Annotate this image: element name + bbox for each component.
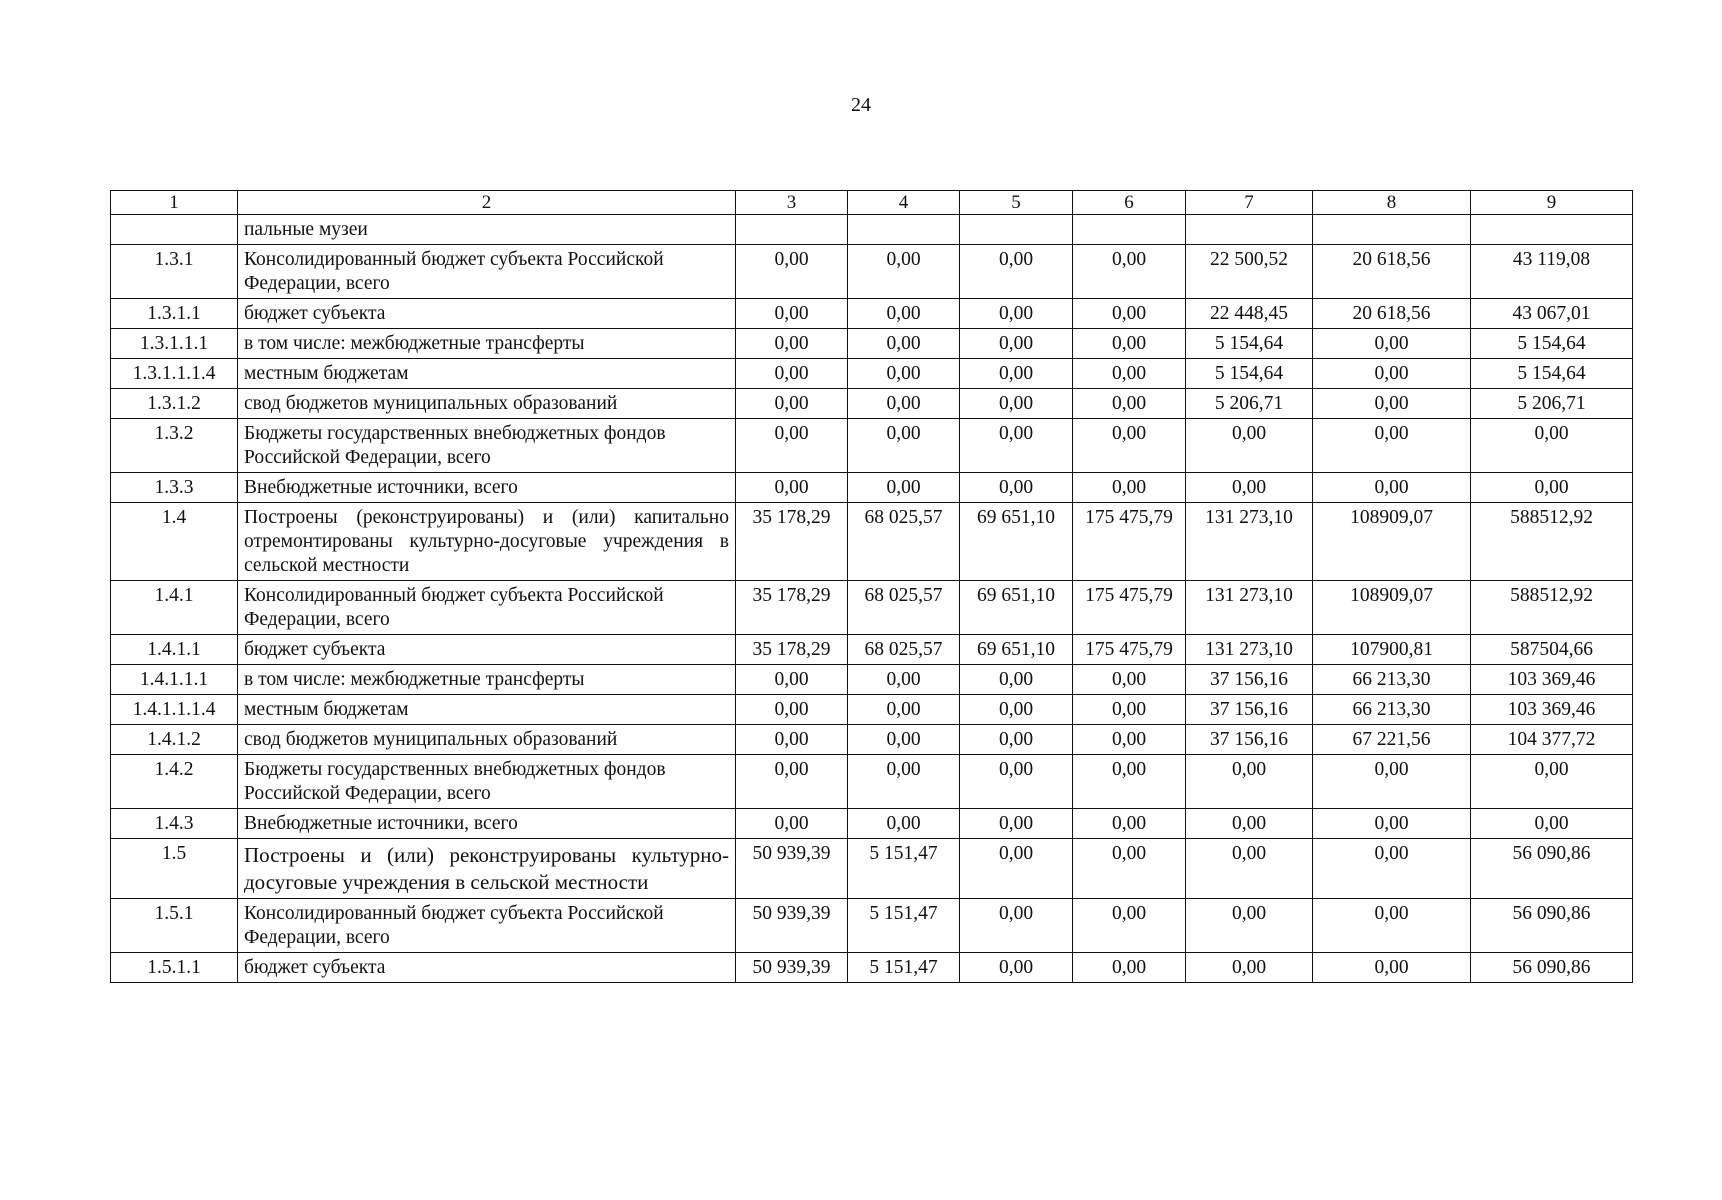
value-cell: 37 156,16 bbox=[1186, 725, 1313, 755]
row-description: свод бюджетов муниципальных образований bbox=[238, 389, 736, 419]
value-cell: 175 475,79 bbox=[1073, 581, 1186, 635]
value-cell: 0,00 bbox=[1186, 953, 1313, 983]
value-cell: 175 475,79 bbox=[1073, 503, 1186, 581]
value-cell: 588512,92 bbox=[1471, 581, 1633, 635]
value-cell: 0,00 bbox=[1313, 953, 1471, 983]
value-cell: 0,00 bbox=[1313, 755, 1471, 809]
table-row bbox=[111, 503, 1633, 581]
table-row bbox=[111, 899, 1633, 953]
value-cell: 0,00 bbox=[960, 359, 1073, 389]
value-cell: 35 178,29 bbox=[736, 581, 848, 635]
value-cell: 104 377,72 bbox=[1471, 725, 1633, 755]
value-cell: 0,00 bbox=[1471, 809, 1633, 839]
value-cell: 0,00 bbox=[848, 755, 960, 809]
value-cell: 0,00 bbox=[1186, 755, 1313, 809]
column-header: 5 bbox=[960, 191, 1073, 215]
value-cell: 0,00 bbox=[1073, 725, 1186, 755]
row-code: 1.3.1.2 bbox=[111, 389, 238, 419]
value-cell: 175 475,79 bbox=[1073, 635, 1186, 665]
value-cell: 0,00 bbox=[1313, 329, 1471, 359]
value-cell: 0,00 bbox=[848, 695, 960, 725]
value-cell: 0,00 bbox=[1186, 809, 1313, 839]
value-cell: 66 213,30 bbox=[1313, 695, 1471, 725]
value-cell: 0,00 bbox=[1313, 839, 1471, 899]
row-code: 1.4.2 bbox=[111, 755, 238, 809]
row-code: 1.3.1.1.1 bbox=[111, 329, 238, 359]
table-row bbox=[111, 809, 1633, 839]
value-cell: 0,00 bbox=[1073, 953, 1186, 983]
value-cell bbox=[960, 215, 1073, 245]
value-cell: 0,00 bbox=[848, 329, 960, 359]
value-cell: 0,00 bbox=[1313, 809, 1471, 839]
row-code: 1.3.1.1.1.4 bbox=[111, 359, 238, 389]
value-cell: 68 025,57 bbox=[848, 581, 960, 635]
row-description: в том числе: межбюджетные трансферты bbox=[238, 329, 736, 359]
value-cell: 0,00 bbox=[1313, 419, 1471, 473]
row-code: 1.5.1.1 bbox=[111, 953, 238, 983]
value-cell: 0,00 bbox=[1073, 755, 1186, 809]
table-row bbox=[111, 299, 1633, 329]
value-cell: 0,00 bbox=[960, 329, 1073, 359]
column-header: 2 bbox=[238, 191, 736, 215]
value-cell: 0,00 bbox=[736, 299, 848, 329]
row-description: свод бюджетов муниципальных образований bbox=[238, 725, 736, 755]
value-cell: 69 651,10 bbox=[960, 635, 1073, 665]
value-cell: 588512,92 bbox=[1471, 503, 1633, 581]
row-code: 1.3.2 bbox=[111, 419, 238, 473]
value-cell: 0,00 bbox=[1073, 359, 1186, 389]
value-cell: 0,00 bbox=[1471, 419, 1633, 473]
table-row bbox=[111, 953, 1633, 983]
column-number-header-row bbox=[111, 191, 1633, 215]
table-row bbox=[111, 329, 1633, 359]
value-cell bbox=[1313, 215, 1471, 245]
value-cell: 0,00 bbox=[736, 755, 848, 809]
value-cell bbox=[1471, 215, 1633, 245]
value-cell: 43 067,01 bbox=[1471, 299, 1633, 329]
column-header: 9 bbox=[1471, 191, 1633, 215]
table-row bbox=[111, 419, 1633, 473]
value-cell: 20 618,56 bbox=[1313, 299, 1471, 329]
value-cell: 37 156,16 bbox=[1186, 695, 1313, 725]
column-header: 1 bbox=[111, 191, 238, 215]
value-cell: 0,00 bbox=[1471, 755, 1633, 809]
table-row bbox=[111, 755, 1633, 809]
value-cell: 68 025,57 bbox=[848, 635, 960, 665]
value-cell: 0,00 bbox=[1073, 695, 1186, 725]
value-cell: 5 206,71 bbox=[1186, 389, 1313, 419]
value-cell: 0,00 bbox=[848, 809, 960, 839]
value-cell: 0,00 bbox=[960, 755, 1073, 809]
value-cell: 0,00 bbox=[960, 389, 1073, 419]
row-description: Построены (реконструированы) и (или) капитально отремонтированы культурно-досуговые учреждения в сельской местности bbox=[238, 503, 736, 581]
row-description: Консолидированный бюджет субъекта Российской Федерации, всего bbox=[238, 245, 736, 299]
value-cell: 0,00 bbox=[960, 419, 1073, 473]
value-cell: 107900,81 bbox=[1313, 635, 1471, 665]
value-cell: 37 156,16 bbox=[1186, 665, 1313, 695]
value-cell: 0,00 bbox=[736, 329, 848, 359]
page-number: 24 bbox=[851, 94, 871, 116]
row-code: 1.4.1 bbox=[111, 581, 238, 635]
value-cell: 35 178,29 bbox=[736, 635, 848, 665]
value-cell: 0,00 bbox=[960, 839, 1073, 899]
value-cell: 108909,07 bbox=[1313, 503, 1471, 581]
value-cell: 0,00 bbox=[736, 695, 848, 725]
value-cell: 69 651,10 bbox=[960, 503, 1073, 581]
row-description: Построены и (или) реконструированы культурно-досуговые учреждения в сельской местности bbox=[238, 839, 736, 899]
row-code: 1.5.1 bbox=[111, 899, 238, 953]
table-row bbox=[111, 389, 1633, 419]
value-cell: 5 206,71 bbox=[1471, 389, 1633, 419]
table-row bbox=[111, 839, 1633, 899]
value-cell: 5 154,64 bbox=[1471, 359, 1633, 389]
row-description: Бюджеты государственных внебюджетных фондов Российской Федерации, всего bbox=[238, 419, 736, 473]
value-cell: 131 273,10 bbox=[1186, 503, 1313, 581]
value-cell: 0,00 bbox=[1186, 419, 1313, 473]
value-cell bbox=[1073, 215, 1186, 245]
value-cell: 0,00 bbox=[736, 245, 848, 299]
row-code: 1.3.1 bbox=[111, 245, 238, 299]
table-row bbox=[111, 359, 1633, 389]
value-cell: 0,00 bbox=[1073, 419, 1186, 473]
value-cell: 103 369,46 bbox=[1471, 665, 1633, 695]
value-cell: 0,00 bbox=[960, 725, 1073, 755]
row-code: 1.3.1.1 bbox=[111, 299, 238, 329]
row-code: 1.3.3 bbox=[111, 473, 238, 503]
column-header: 6 bbox=[1073, 191, 1186, 215]
column-header: 3 bbox=[736, 191, 848, 215]
value-cell: 0,00 bbox=[960, 245, 1073, 299]
value-cell: 0,00 bbox=[848, 473, 960, 503]
value-cell: 0,00 bbox=[1313, 389, 1471, 419]
value-cell bbox=[1186, 215, 1313, 245]
table-row bbox=[111, 581, 1633, 635]
table-row bbox=[111, 245, 1633, 299]
row-description: Бюджеты государственных внебюджетных фондов Российской Федерации, всего bbox=[238, 755, 736, 809]
table-row bbox=[111, 635, 1633, 665]
row-code: 1.4.3 bbox=[111, 809, 238, 839]
value-cell: 22 500,52 bbox=[1186, 245, 1313, 299]
row-description: местным бюджетам bbox=[238, 359, 736, 389]
value-cell: 587504,66 bbox=[1471, 635, 1633, 665]
row-code: 1.4.1.1.1 bbox=[111, 665, 238, 695]
row-code: 1.4.1.1 bbox=[111, 635, 238, 665]
row-description: бюджет субъекта bbox=[238, 635, 736, 665]
value-cell: 68 025,57 bbox=[848, 503, 960, 581]
value-cell: 50 939,39 bbox=[736, 953, 848, 983]
row-code: 1.4 bbox=[111, 503, 238, 581]
value-cell: 131 273,10 bbox=[1186, 581, 1313, 635]
value-cell: 0,00 bbox=[1313, 359, 1471, 389]
value-cell: 0,00 bbox=[960, 695, 1073, 725]
value-cell: 108909,07 bbox=[1313, 581, 1471, 635]
value-cell: 0,00 bbox=[1073, 809, 1186, 839]
value-cell: 0,00 bbox=[1471, 473, 1633, 503]
value-cell: 0,00 bbox=[736, 473, 848, 503]
value-cell: 0,00 bbox=[1073, 899, 1186, 953]
value-cell: 0,00 bbox=[848, 665, 960, 695]
value-cell: 35 178,29 bbox=[736, 503, 848, 581]
value-cell: 67 221,56 bbox=[1313, 725, 1471, 755]
value-cell: 50 939,39 bbox=[736, 899, 848, 953]
value-cell: 66 213,30 bbox=[1313, 665, 1471, 695]
value-cell: 5 154,64 bbox=[1471, 329, 1633, 359]
column-header: 8 bbox=[1313, 191, 1471, 215]
value-cell: 22 448,45 bbox=[1186, 299, 1313, 329]
value-cell: 0,00 bbox=[736, 389, 848, 419]
value-cell: 43 119,08 bbox=[1471, 245, 1633, 299]
row-description: в том числе: межбюджетные трансферты bbox=[238, 665, 736, 695]
value-cell: 56 090,86 bbox=[1471, 839, 1633, 899]
table-row bbox=[111, 473, 1633, 503]
table-row bbox=[111, 725, 1633, 755]
value-cell: 5 154,64 bbox=[1186, 359, 1313, 389]
value-cell: 69 651,10 bbox=[960, 581, 1073, 635]
value-cell: 0,00 bbox=[736, 359, 848, 389]
value-cell: 0,00 bbox=[1186, 473, 1313, 503]
value-cell: 0,00 bbox=[848, 299, 960, 329]
value-cell: 0,00 bbox=[960, 809, 1073, 839]
value-cell: 0,00 bbox=[960, 899, 1073, 953]
value-cell: 56 090,86 bbox=[1471, 953, 1633, 983]
row-code: 1.4.1.1.1.4 bbox=[111, 695, 238, 725]
value-cell: 50 939,39 bbox=[736, 839, 848, 899]
table-row bbox=[111, 695, 1633, 725]
column-header: 7 bbox=[1186, 191, 1313, 215]
value-cell: 0,00 bbox=[960, 473, 1073, 503]
table-row bbox=[111, 215, 1633, 245]
row-code: 1.5 bbox=[111, 839, 238, 899]
value-cell: 5 151,47 bbox=[848, 899, 960, 953]
value-cell: 0,00 bbox=[736, 665, 848, 695]
value-cell: 0,00 bbox=[1186, 899, 1313, 953]
row-code: 1.4.1.2 bbox=[111, 725, 238, 755]
value-cell: 131 273,10 bbox=[1186, 635, 1313, 665]
value-cell: 0,00 bbox=[848, 389, 960, 419]
value-cell: 0,00 bbox=[848, 245, 960, 299]
value-cell: 0,00 bbox=[1073, 299, 1186, 329]
value-cell: 0,00 bbox=[960, 665, 1073, 695]
value-cell: 0,00 bbox=[1313, 473, 1471, 503]
value-cell: 103 369,46 bbox=[1471, 695, 1633, 725]
value-cell: 0,00 bbox=[1186, 839, 1313, 899]
column-header: 4 bbox=[848, 191, 960, 215]
value-cell: 0,00 bbox=[736, 809, 848, 839]
value-cell: 5 154,64 bbox=[1186, 329, 1313, 359]
value-cell: 0,00 bbox=[848, 359, 960, 389]
row-description: Консолидированный бюджет субъекта Российской Федерации, всего bbox=[238, 581, 736, 635]
value-cell: 0,00 bbox=[960, 953, 1073, 983]
value-cell: 0,00 bbox=[1313, 899, 1471, 953]
row-description: местным бюджетам bbox=[238, 695, 736, 725]
value-cell: 5 151,47 bbox=[848, 839, 960, 899]
value-cell: 0,00 bbox=[1073, 665, 1186, 695]
value-cell: 0,00 bbox=[960, 299, 1073, 329]
value-cell: 0,00 bbox=[1073, 839, 1186, 899]
value-cell: 0,00 bbox=[1073, 473, 1186, 503]
value-cell: 0,00 bbox=[736, 725, 848, 755]
value-cell: 0,00 bbox=[848, 725, 960, 755]
table-row bbox=[111, 665, 1633, 695]
row-description: Внебюджетные источники, всего bbox=[238, 473, 736, 503]
row-description: бюджет субъекта bbox=[238, 299, 736, 329]
row-code bbox=[111, 215, 238, 245]
row-description: Консолидированный бюджет субъекта Российской Федерации, всего bbox=[238, 899, 736, 953]
value-cell: 0,00 bbox=[848, 419, 960, 473]
value-cell bbox=[736, 215, 848, 245]
value-cell: 5 151,47 bbox=[848, 953, 960, 983]
value-cell: 0,00 bbox=[736, 419, 848, 473]
value-cell: 20 618,56 bbox=[1313, 245, 1471, 299]
row-description: Внебюджетные источники, всего bbox=[238, 809, 736, 839]
budget-table bbox=[110, 190, 1633, 983]
value-cell bbox=[848, 215, 960, 245]
value-cell: 0,00 bbox=[1073, 245, 1186, 299]
value-cell: 0,00 bbox=[1073, 329, 1186, 359]
value-cell: 56 090,86 bbox=[1471, 899, 1633, 953]
row-description: пальные музеи bbox=[238, 215, 736, 245]
row-description: бюджет субъекта bbox=[238, 953, 736, 983]
value-cell: 0,00 bbox=[1073, 389, 1186, 419]
